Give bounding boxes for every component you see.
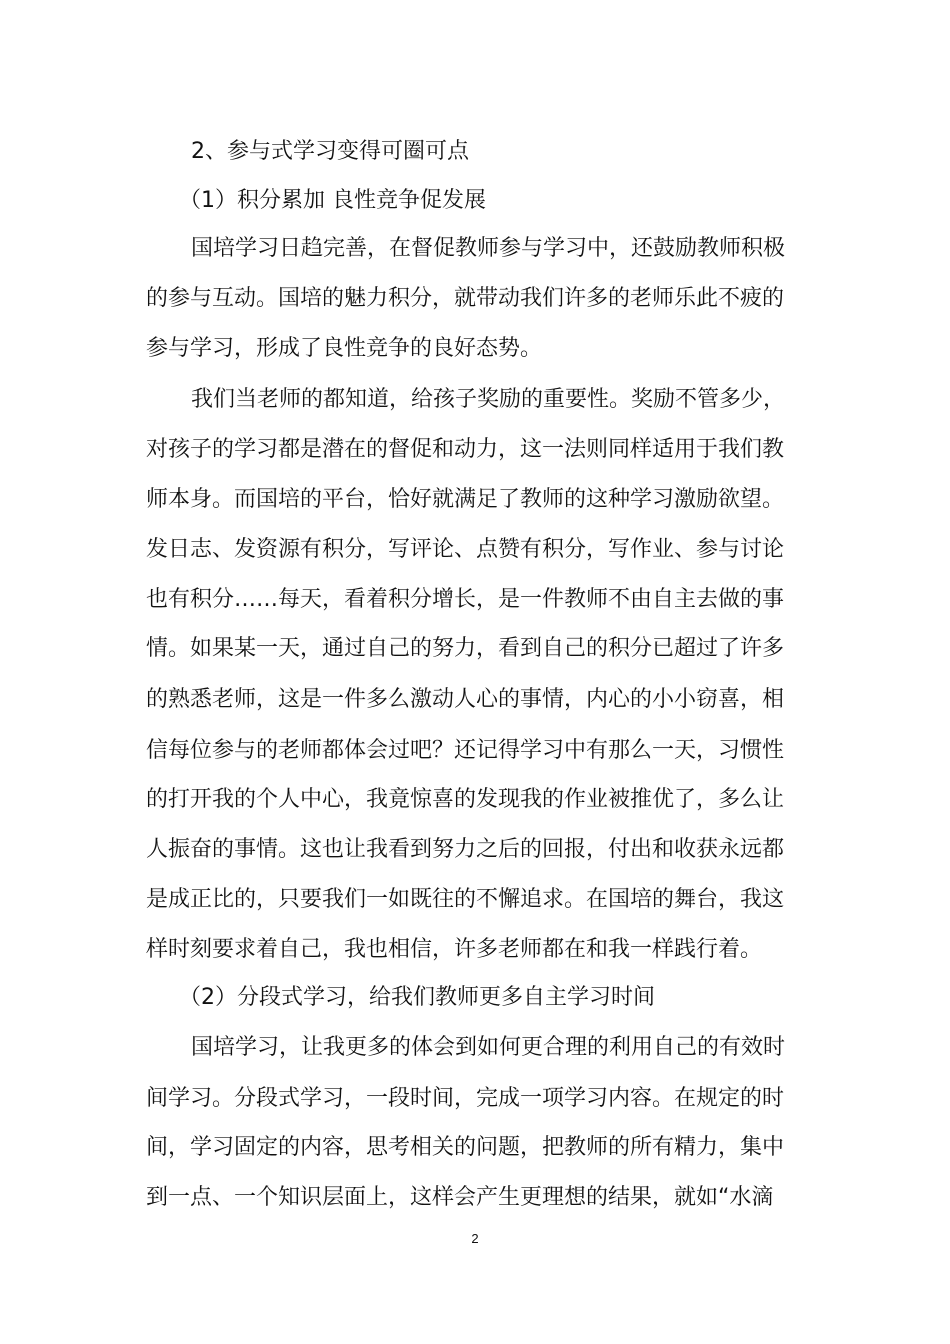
paragraph-line: 参与学习，形成了良性竞争的良好态势。 <box>146 336 543 361</box>
section-heading: 2、参与式学习变得可圈可点 <box>191 139 469 164</box>
paragraph-line: 国培学习日趋完善，在督促教师参与学习中，还鼓励教师积极 <box>191 236 786 261</box>
paragraph-line: 的参与互动。国培的魅力积分，就带动我们许多的老师乐此不疲的 <box>146 286 785 311</box>
paragraph-line: 国培学习，让我更多的体会到如何更合理的利用自己的有效时 <box>191 1035 786 1060</box>
paragraph-line: 信每位参与的老师都体会过吧？还记得学习中有那么一天，习惯性 <box>146 738 785 763</box>
paragraph-line: 情。如果某一天，通过自己的努力，看到自己的积分已超过了许多 <box>146 636 785 661</box>
page-number: 2 <box>471 1231 479 1246</box>
paragraph-line: 样时刻要求着自己，我也相信，许多老师都在和我一样践行着。 <box>146 937 763 962</box>
subsection-heading: （2）分段式学习，给我们教师更多自主学习时间 <box>179 985 655 1010</box>
paragraph-line: 对孩子的学习都是潜在的督促和动力，这一法则同样适用于我们教 <box>146 437 785 462</box>
subsection-heading: （1）积分累加 良性竞争促发展 <box>179 188 486 213</box>
paragraph-line: 发日志、发资源有积分，写评论、点赞有积分，写作业、参与讨论 <box>146 537 785 562</box>
paragraph-line: 也有积分……每天，看着积分增长，是一件教师不由自主去做的事 <box>146 587 785 612</box>
paragraph-line: 人振奋的事情。这也让我看到努力之后的回报，付出和收获永远都 <box>146 837 785 862</box>
paragraph-line: 是成正比的，只要我们一如既往的不懈追求。在国培的舞台，我这 <box>146 887 785 912</box>
paragraph-line: 间学习。分段式学习，一段时间，完成一项学习内容。在规定的时 <box>146 1086 785 1111</box>
paragraph-line: 我们当老师的都知道，给孩子奖励的重要性。奖励不管多少， <box>191 387 786 412</box>
paragraph-line: 到一点、一个知识层面上，这样会产生更理想的结果，就如“水滴 <box>146 1185 774 1210</box>
paragraph-line: 师本身。而国培的平台，恰好就满足了教师的这种学习激励欲望。 <box>146 487 785 512</box>
paragraph-line: 的打开我的个人中心，我竟惊喜的发现我的作业被推优了，多么让 <box>146 787 785 812</box>
paragraph-line: 间，学习固定的内容，思考相关的问题，把教师的所有精力，集中 <box>146 1135 785 1160</box>
paragraph-line: 的熟悉老师，这是一件多么激动人心的事情，内心的小小窃喜，相 <box>146 687 785 712</box>
